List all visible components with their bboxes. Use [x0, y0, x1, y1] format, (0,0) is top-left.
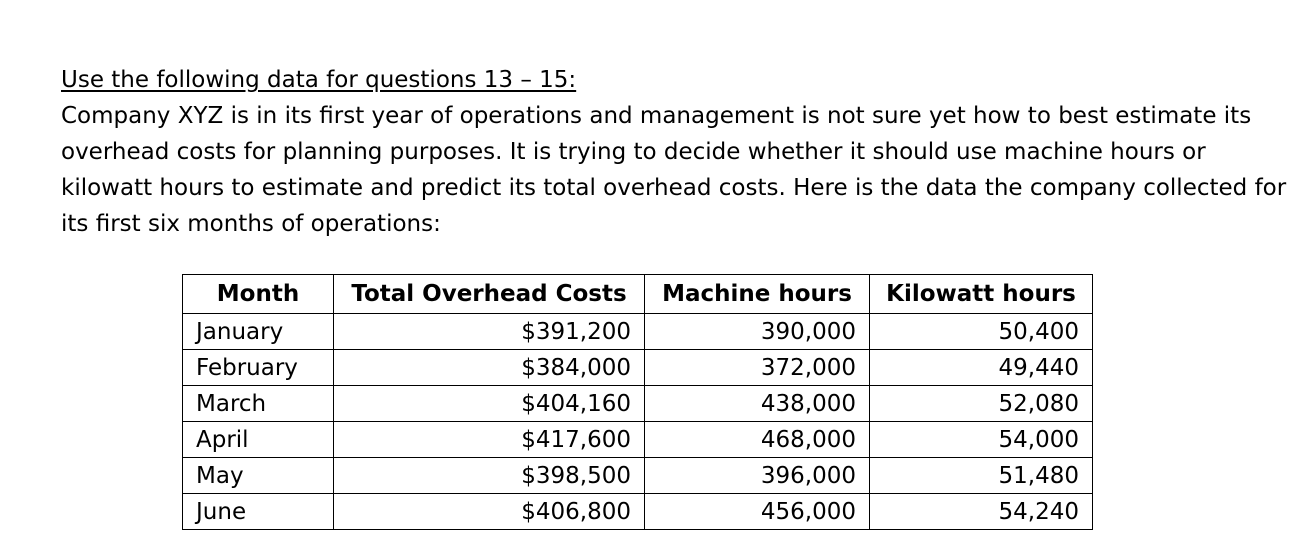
- cell-kilowatt-hours: 54,240: [870, 494, 1093, 530]
- cell-kilowatt-hours: 54,000: [870, 422, 1093, 458]
- table-row: [183, 314, 1093, 350]
- table-row: [183, 458, 1093, 494]
- table-row: [183, 386, 1093, 422]
- cell-kilowatt-hours: 52,080: [870, 386, 1093, 422]
- cell-overhead: $391,200: [334, 314, 645, 350]
- cell-kilowatt-hours: 49,440: [870, 350, 1093, 386]
- column-header-overhead: Total Overhead Costs: [334, 275, 645, 314]
- cell-machine-hours: 468,000: [645, 422, 870, 458]
- cell-machine-hours: 390,000: [645, 314, 870, 350]
- column-header-kilowatt-hours: Kilowatt hours: [870, 275, 1093, 314]
- cell-month: February: [183, 350, 334, 386]
- cell-machine-hours: 438,000: [645, 386, 870, 422]
- cell-machine-hours: 372,000: [645, 350, 870, 386]
- cell-month: May: [183, 458, 334, 494]
- column-header-month: Month: [183, 275, 334, 314]
- cell-kilowatt-hours: 51,480: [870, 458, 1093, 494]
- cell-overhead: $384,000: [334, 350, 645, 386]
- column-header-machine-hours: Machine hours: [645, 275, 870, 314]
- section-heading: Use the following data for questions 13 – 15:: [61, 67, 577, 93]
- cell-month: June: [183, 494, 334, 530]
- cell-month: April: [183, 422, 334, 458]
- cell-month: January: [183, 314, 334, 350]
- table-row: [183, 350, 1093, 386]
- cell-month: March: [183, 386, 334, 422]
- cell-overhead: $406,800: [334, 494, 645, 530]
- cell-machine-hours: 396,000: [645, 458, 870, 494]
- table-row: [183, 494, 1093, 530]
- data-table: [182, 274, 1093, 530]
- intro-paragraph: Company XYZ is in its first year of operations and management is not sure yet how to best estimate its overhead costs for planning purposes. It is trying to decide whether it should use machine hours or kilowatt hours to estimate and predict its total overhead costs. Here is the data the company collected for its first six months of operations:: [61, 103, 1287, 237]
- table-row: [183, 422, 1093, 458]
- cell-machine-hours: 456,000: [645, 494, 870, 530]
- cell-kilowatt-hours: 50,400: [870, 314, 1093, 350]
- cell-overhead: $404,160: [334, 386, 645, 422]
- cell-overhead: $398,500: [334, 458, 645, 494]
- document-body: [61, 62, 1291, 242]
- table-header-row: [183, 275, 1093, 314]
- cell-overhead: $417,600: [334, 422, 645, 458]
